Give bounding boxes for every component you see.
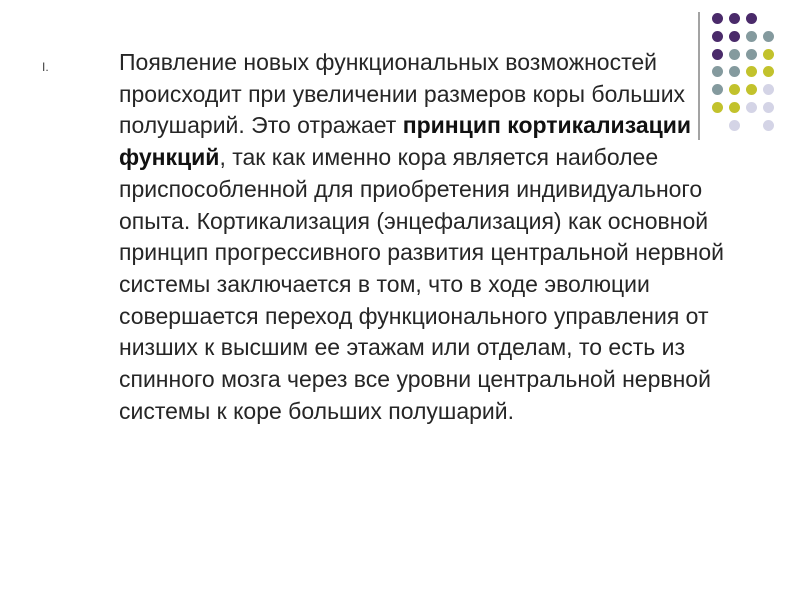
slate-dot (729, 66, 740, 77)
slate-dot (763, 31, 774, 42)
lavender-dot (763, 120, 774, 131)
purple-dot (746, 13, 757, 24)
lavender-dot (746, 102, 757, 113)
slate-dot (746, 31, 757, 42)
lavender-dot (763, 102, 774, 113)
purple-dot (729, 13, 740, 24)
lime-dot (729, 84, 740, 95)
lime-dot (746, 66, 757, 77)
lavender-dot (729, 120, 740, 131)
purple-dot (712, 13, 723, 24)
lime-dot (729, 102, 740, 113)
lime-dot (763, 49, 774, 60)
body-paragraph (119, 47, 729, 427)
purple-dot (729, 31, 740, 42)
paragraph-emphasis: принцип кортикализации функций (119, 112, 692, 171)
paragraph-text-end: , так как именно кора является наиболее приспособленной для приобретения индивидуального опыта. Кортикализация (энцефализация) как основной принцип прогрессивного развития центральной нервной системы заключается в том, что в ходе эволюции совершается переход функционального управления от низших к высшим ее этажам или отделам, то есть из спинного мозга через все уровни центральной нервной системы к коре больших полушарий. (119, 144, 724, 424)
slate-dot (729, 49, 740, 60)
paragraph-text-start: Появление новых функциональных возможностей происходит при увеличении размеров коры больших полушарий. Это отражает (119, 49, 686, 139)
lime-dot (746, 84, 757, 95)
lavender-dot (763, 84, 774, 95)
slate-dot (746, 49, 757, 60)
purple-dot (712, 31, 723, 42)
bullet-marker: I. (42, 60, 49, 74)
lime-dot (763, 66, 774, 77)
